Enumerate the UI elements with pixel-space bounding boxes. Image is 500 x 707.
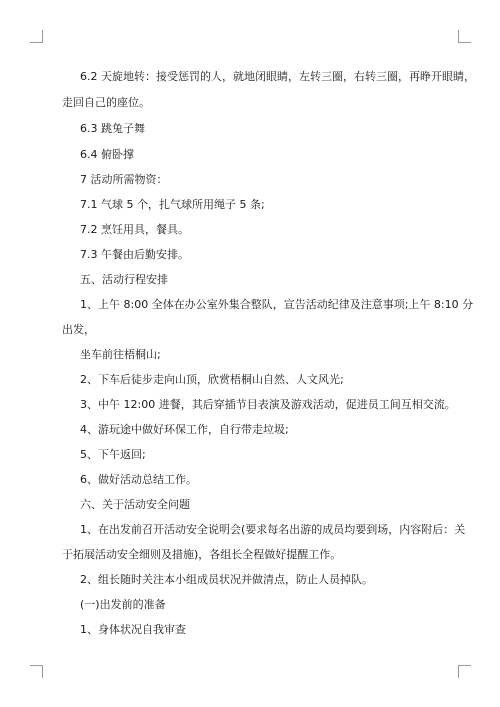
text-line: 走回自己的座位。 (62, 96, 150, 109)
text-line: 2、下车后徒步走向山顶，欣赏梧桐山自然、人文风光; (80, 373, 344, 386)
text-line: 2、组长随时关注本小组成员状况并做清点，防止人员掉队。 (80, 573, 373, 586)
text-line: 7 活动所需物资： (80, 173, 168, 186)
text-line: 坐车前往梧桐山; (80, 348, 161, 361)
text-line: 6.3 跳兔子舞 (80, 122, 145, 135)
text-line: 6.2 天旋地转：接受惩罚的人，就地闭眼睛，左转三圈，右转三圈，再睁开眼睛， (80, 70, 475, 83)
crop-mark-top-right (458, 30, 471, 43)
text-line: 7.1 气球 5 个，扎气球所用绳子 5 条; (80, 198, 265, 211)
text-line: 7.3 午餐由后勤安排。 (80, 248, 189, 261)
text-line: 7.2 烹饪用具，餐具。 (80, 223, 189, 236)
text-line: 1、身体状况自我审查 (80, 623, 186, 636)
text-line: 1、在出发前召开活动安全说明会(要求每名出游的成员均要到场，内容附后：关 (80, 523, 466, 536)
text-line: 于拓展活动安全细则及措施)，各组长全程做好提醒工作。 (62, 548, 342, 561)
text-line: 5、下午返回; (80, 448, 146, 461)
subsection-heading: (一)出发前的准备 (80, 598, 166, 611)
text-line: 1、上午 8:00 全体在办公室外集合整队，宣告活动纪律及注意事项;上午 8:10 分 (80, 298, 474, 311)
section-heading: 五、活动行程安排 (80, 273, 168, 286)
text-line: 3、中午 12:00 进餐，其后穿插节目表演及游戏活动，促进员工间互相交流。 (80, 398, 456, 411)
text-line: 4、游玩途中做好环保工作，自行带走垃圾; (80, 423, 289, 436)
crop-mark-bottom-left (30, 665, 43, 678)
section-heading: 六、关于活动安全问题 (80, 498, 190, 511)
crop-mark-top-left (30, 30, 43, 43)
text-line: 6.4 俯卧撑 (80, 148, 134, 161)
text-line: 出发， (62, 323, 95, 336)
text-line: 6、做好活动总结工作。 (80, 473, 197, 486)
crop-mark-bottom-right (458, 665, 471, 678)
